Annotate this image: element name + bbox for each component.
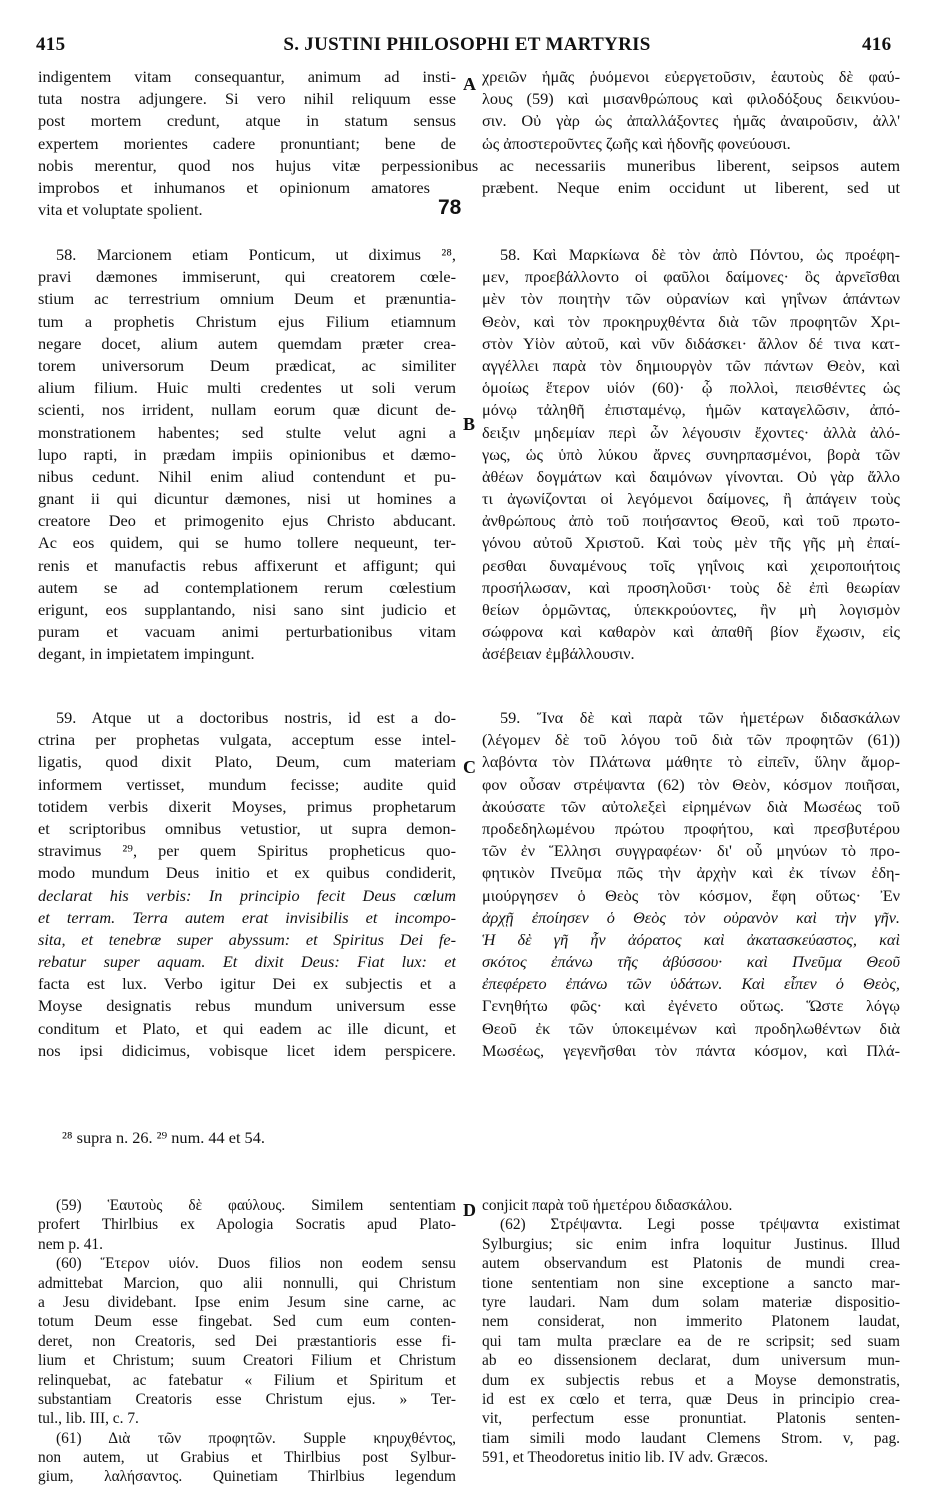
- column-marker: 78: [438, 196, 462, 219]
- text-line: creatore Deo et primogenito ejus Christo abducant.: [38, 511, 456, 531]
- text-line: stravimus ²⁹, per quem Spiritus propheticus quo-: [38, 841, 456, 861]
- text-line: σιν. Οὐ γὰρ ὡς ἀπαλλάξοντες ἡμᾶς ἀναιροῦσιν, ἀλλ': [482, 111, 900, 131]
- text-line: indigentem vitam consequantur, animum ad insti-: [38, 67, 456, 86]
- text-line: σώφρονα καὶ καθαρὸν καὶ ἀπαθῆ βίον ἔχωσιν, εἰς: [482, 622, 900, 642]
- text-line: λους (59) καὶ μισανθρώπους καὶ φιλοδόξους δεικνύου-: [482, 89, 900, 109]
- text-line: μιούργησεν ὁ Θεὸς τὸν κόσμον, ἔφη οὕτως· Ἐν: [482, 885, 900, 905]
- text-line: φητικὸν Πνεῦμα πῶς τὴν ἀρχὴν καὶ ἐκ τίνων ἐδη-: [482, 863, 900, 883]
- text-line: μὲν τὸν ποιητὴν τῶν οὐρανίων καὶ γηΐνων ἁπάντων: [482, 289, 900, 309]
- text-line: φον οὖσαν στρέψαντα (62) τὸν Θεὸν, κόσμον ποιῆσαι,: [482, 774, 900, 794]
- footnotes-left: [38, 1196, 456, 1487]
- text-line: tuta nostra adjungere. Si vero nihil reliquum esse: [38, 89, 456, 109]
- footnote-line: qui tam multa præclare ea de re scripsit; sed suam: [482, 1332, 900, 1350]
- text-line: expertem morientes cadere pronuntiant; bene de: [38, 133, 456, 153]
- text-line: ρεσθαι δυναμένους τοῖς γηΐνοις καὶ χειροποιήτοις: [482, 555, 900, 575]
- margin-letter-a: A: [463, 74, 476, 94]
- text-line: γόνου αὐτοῦ Χριστοῦ. Καὶ τοὺς μὲν τῆς γῆς μὴ ἐπαί-: [482, 533, 900, 553]
- text-line: gnant ii qui dicuntur dæmones, nisi ut homines a: [38, 489, 456, 509]
- text-line: nos ipsi didicimus, vobisque licet idem perspicere.: [38, 1040, 456, 1060]
- footnote-line: deret, non Creatoris, sed Dei præstantioris esse fi-: [38, 1332, 456, 1350]
- full-width-right-part: [482, 177, 900, 199]
- text-line: scienti, nos irrident, nullam eorum quæ dicunt de-: [38, 400, 456, 420]
- text-line: ἐπεφέρετο ἐπάνω τῶν ὑδάτων. Καὶ εἶπεν ὁ Θεὸς,: [482, 974, 900, 994]
- short-notes: [62, 1127, 662, 1149]
- text-line: Θεοῦ ἐκ τῶν ὑποκειμένων καὶ προδηλωθέντων διὰ: [482, 1018, 900, 1038]
- footnote-line: tiam simili modo laudant Clemens Strom. v, pag.: [482, 1429, 900, 1447]
- footnote-line: a Jesu dividebant. Ipse enim Jesum sine carne, ac: [38, 1293, 456, 1311]
- section-58-latin: [38, 244, 456, 666]
- text-line: renis et manufactis rebus affixerunt et affigunt; qui: [38, 555, 456, 575]
- full-width-end: [38, 199, 456, 221]
- text-line: Μωσέως, γεγενῆσθαι τὸν πάντα κόσμον, καὶ Πλά-: [482, 1040, 900, 1060]
- text-line: γως, ὡς ὑπὸ λύκου ἄρνες συνηρπασμένοι, βορὰ τῶν: [482, 444, 900, 464]
- text-line: rebatur super aquam. Et dixit Deus: Fiat lux: et: [38, 952, 456, 972]
- footnote-line: tul., lib. III, c. 7.: [38, 1410, 139, 1428]
- text-line: lupo rapti, in prædam impiis opinionibus et dæmo-: [38, 444, 456, 464]
- footnote-line: autem observandum est Platonis de mundi crea-: [482, 1255, 900, 1273]
- footnote-line: (61) Διὰ τῶν προφητῶν. Supple κηρυχθέντος,: [56, 1429, 456, 1447]
- text-line: ὁμοίως ἕτερον υἱόν (60)· ᾧ πολλοὶ, πεισθέντες ὡς: [482, 378, 900, 398]
- footnote-line: substantiam Creatoris esse Christum ejus. » Ter-: [38, 1390, 456, 1408]
- text-line: alium filium. Huic multi credentes ut soli verum: [38, 378, 456, 398]
- footnote-line: (62) Στρέψαντα. Legi posse τρέψαντα existimat: [500, 1216, 900, 1234]
- text-line: 58. Καὶ Μαρκίωνα δὲ τὸν ἀπὸ Πόντου, ὡς προέφη-: [500, 245, 900, 264]
- footnote-line: vit, perfectum esse pronuntiat. Platonis senten-: [482, 1410, 900, 1428]
- section-58-greek: [482, 244, 900, 666]
- text-line: μόνῳ τἀληθῆ ἐπισταμένῳ, ἡμῶν καταγελῶσιν, ἀπό-: [482, 400, 900, 420]
- footnote-line: nem p. 41.: [38, 1235, 103, 1253]
- top-latin-block: [38, 66, 456, 155]
- text-line: (λέγομεν δὲ τοῦ λόγου τοῦ διὰ τῶν προφητῶν (61)): [482, 730, 900, 750]
- text-line: Γενηθήτω φῶς· καὶ ἐγένετο οὕτως. Ὥστε λόγῳ: [482, 996, 900, 1016]
- text-line: λαβόντα τὸν Πλάτωνα μάθητε τὸ εἰπεῖν, ὕλην ἄμορ-: [482, 752, 900, 772]
- text-line: χρειῶν ἡμᾶς ῥυόμενοι εὐεργετοῦσιν, ἑαυτοὺς δὲ φαύ-: [482, 67, 900, 86]
- text-line: informem vertisset, mundum fecisse; audite quid: [38, 774, 456, 794]
- text-line: autem se ad contemplationem rerum cœlestium: [38, 577, 456, 597]
- footnote-line: tyre laudari. Nam dum solam materiæ dispositio-: [482, 1293, 900, 1311]
- text-line: præbent. Neque enim occidunt ut liberent, sed ut: [482, 178, 900, 197]
- full-width-left-part: [38, 177, 430, 199]
- text-line: 59. Ἵνα δὲ καὶ παρὰ τῶν ἡμετέρων διδασκάλων: [500, 708, 900, 727]
- text-line: torem universorum Deum prædicat, ac similiter: [38, 355, 456, 375]
- text-line: 58. Marcionem etiam Ponticum, ut diximus ²⁸,: [56, 245, 456, 264]
- footnote-line: (60) Ἕτερον υἱόν. Duos filios non eodem sensu: [56, 1255, 456, 1273]
- footnote-line: id est ex cœlo et terra, quæ Deus in principio crea-: [482, 1390, 900, 1408]
- page-number-left: 415: [36, 34, 66, 55]
- text-line: pravi dæmones immiserunt, qui creatorem cœle-: [38, 267, 456, 287]
- footnote-line: totum Deum esse fingebat. Sed cum eum conten-: [38, 1313, 456, 1331]
- text-line: degant, in impietatem impingunt.: [38, 644, 255, 664]
- running-title: S. JUSTINI PHILOSOPHI ET MARTYRIS: [283, 34, 651, 55]
- section-59-greek: [482, 707, 900, 1062]
- margin-letter-c: C: [463, 757, 476, 777]
- footnote-line: ab eo dissensionem declarat, dum universum mun-: [482, 1352, 900, 1370]
- text-line: Ἡ δὲ γῆ ἦν ἀόρατος καὶ ἀκατασκεύαστος, καὶ: [482, 929, 900, 949]
- footnote-line: gium, λαλήσαντος. Quinetiam Thirlbius legendum: [38, 1468, 456, 1486]
- text-line: tum a prophetis Christum ejus Filium etiamnum: [38, 311, 456, 331]
- footnote-line: conjicit παρὰ τοῦ ἡμετέρου διδασκάλου.: [482, 1197, 733, 1214]
- text-line: conditum et Plato, et qui eadem ac ille dicunt, et: [38, 1018, 456, 1038]
- text-line: improbos et inhumanos et opinionum amatores: [38, 178, 430, 197]
- margin-letter-d: D: [463, 1200, 476, 1220]
- text-line: ²⁸ supra n. 26. ²⁹ num. 44 et 54.: [62, 1128, 265, 1147]
- footnote-line: admittebat Marcion, quo alii nonnulli, qui Christum: [38, 1274, 456, 1292]
- text-line: θείων ὁρμῶντας, ὑπεκκρούοντες, ἢν μὴ λογισμὸν: [482, 600, 900, 619]
- text-line: puram et vacuam animi perturbationibus vitam: [38, 622, 456, 642]
- text-line: ἀρχῇ ἐποίησεν ὁ Θεὸς τὸν οὐρανὸν καὶ τὴν γῆν.: [482, 907, 900, 927]
- footnote-line: relinquebat, ac fatebatur « Filium et Spiritum et: [38, 1371, 456, 1389]
- text-line: declarat his verbis: In principio fecit Deus cœlum: [38, 885, 456, 905]
- text-line: Ac eos quidem, qui se humo tollere nequeunt, ter-: [38, 533, 456, 553]
- footnote-line: dum ex subjectis rebus et a Moyse demonstratis,: [482, 1371, 900, 1389]
- page-number-right: 416: [862, 34, 892, 55]
- text-line: ligatis, quod dixit Plato, Deum, cum materiam: [38, 752, 456, 772]
- text-line: modo mundum Deus initio et ex quibus condiderit,: [38, 863, 456, 883]
- text-line: Moyse designatis rebus mundum universum esse: [38, 996, 456, 1016]
- text-line: μεν, προεβάλλοντο οἱ φαῦλοι δαίμονες· ὃς ἀρνεῖσθαι: [482, 267, 900, 287]
- margin-letter-b: B: [463, 414, 476, 434]
- text-line: nobis merentur, quod nos hujus vitæ perpessionibus ac necessariis muneribus liberent, seipsos autem: [38, 156, 900, 175]
- text-line: nibus cedunt. Nihil enim aliud contendunt et pu-: [38, 466, 456, 486]
- footnote-line: nem considerat, non immerito Platonem laudat,: [482, 1313, 900, 1331]
- text-line: post mortem credunt, atque in statum sensus: [38, 111, 456, 131]
- text-line: totidem verbis dixerit Moyses, primus prophetarum: [38, 796, 456, 816]
- text-line: monstrationem habentes; sed stulte velut agni a: [38, 422, 456, 442]
- text-line: προσήλωσαν, καὶ προσηλοῦσι· τοὺς δὲ ἐπὶ θεωρίαν: [482, 577, 900, 597]
- text-line: erigunt, eos supplantando, nisi sano sint judicio et: [38, 600, 456, 619]
- text-line: ἀκούσατε τῶν αὐτολεξεὶ εἰρημένων διὰ Μωσέως τοῦ: [482, 796, 900, 816]
- text-line: στὸν Υἱὸν αὐτοῦ, καὶ νῦν διδάσκει· ἄλλον δέ τινα κατ-: [482, 333, 900, 353]
- text-line: 59. Atque ut a doctoribus nostris, id est a do-: [56, 708, 456, 727]
- text-line: et terram. Terra autem erat invisibilis et incompo-: [38, 907, 456, 927]
- text-line: δειξιν μηδεμίαν περὶ ὧν λέγουσιν ἔχοντες· ἀλλὰ ἀλό-: [482, 422, 900, 442]
- text-line: sita, et tenebræ super abyssum: et Spiritus Dei fe-: [38, 929, 456, 949]
- text-line: negare docet, alium autem quemdam præter crea-: [38, 333, 456, 353]
- text-line: ὡς ἀποστεροῦντες ζωῆς καὶ ἡδονῆς φονεύουσι.: [482, 133, 791, 153]
- text-line: ctrina per prophetas vulgata, acceptum esse intel-: [38, 730, 456, 750]
- text-line: facta est lux. Verbo igitur Dei ex subjectis et a: [38, 974, 456, 994]
- text-line: προδεδηλωμένου πρώτου προφήτου, καὶ πρεσβυτέρου: [482, 818, 900, 838]
- section-59-latin: [38, 707, 456, 1062]
- footnote-line: Sylburgius; sic enim infra loquitur Justinus. Illud: [482, 1235, 900, 1253]
- footnote-line: non autem, ut Grabius et Thirlbius post Sylbur-: [38, 1449, 456, 1467]
- top-greek-block: [482, 66, 900, 155]
- text-line: Θεὸν, καὶ τὸν προκηρυχθέντα διὰ τῶν προφητῶν Χρι-: [482, 311, 900, 331]
- footnote-line: tione sententiam non sine exceptione a sancto mar-: [482, 1274, 900, 1292]
- full-width-block: [38, 155, 900, 177]
- text-line: ἀθέων δογμάτων καὶ δαιμόνων γίνονται. Οὐ γὰρ ἄλλο: [482, 466, 900, 486]
- footnote-line: 591, et Theodoretus initio lib. IV adv. Græcos.: [482, 1449, 769, 1467]
- text-line: vita et voluptate spolient.: [38, 200, 203, 219]
- text-line: σκότος ἐπάνω τῆς ἀβύσσου· καὶ Πνεῦμα Θεοῦ: [482, 952, 900, 972]
- text-line: τι ἀγωνίζονται οἱ λεγόμενοι δαίμονες, ἢ ἀπάγειν τοὺς: [482, 489, 900, 509]
- footnote-line: (59) Ἑαυτοὺς δὲ φαύλους. Similem sententiam: [56, 1197, 456, 1214]
- footnote-line: profert Thirlbius ex Apologia Socratis apud Plato-: [38, 1216, 456, 1234]
- text-line: stium ac terrestrium omnium Deum et prænuntia-: [38, 289, 456, 309]
- footnote-line: lium et Christum; suum Creatori Filium et Christum: [38, 1352, 456, 1370]
- text-line: ἀνθρώπους ἀπὸ τοῦ ποιήσαντος Θεοῦ, καὶ τοῦ πρωτο-: [482, 511, 900, 531]
- text-line: αγγέλλει παρὰ τὸν δημιουργὸν τῶν πάντων Θεὸν, καὶ: [482, 355, 900, 375]
- footnotes-right: [482, 1196, 900, 1467]
- text-line: ἀσέβειαν ἐμβάλλουσιν.: [482, 644, 635, 664]
- text-line: τῶν ἐν Ἕλλησι συγγραφέων· δι' οὗ μηνύων τὸ προ-: [482, 841, 900, 861]
- text-line: et scriptoribus omnibus vetustior, ut supra demon-: [38, 818, 456, 838]
